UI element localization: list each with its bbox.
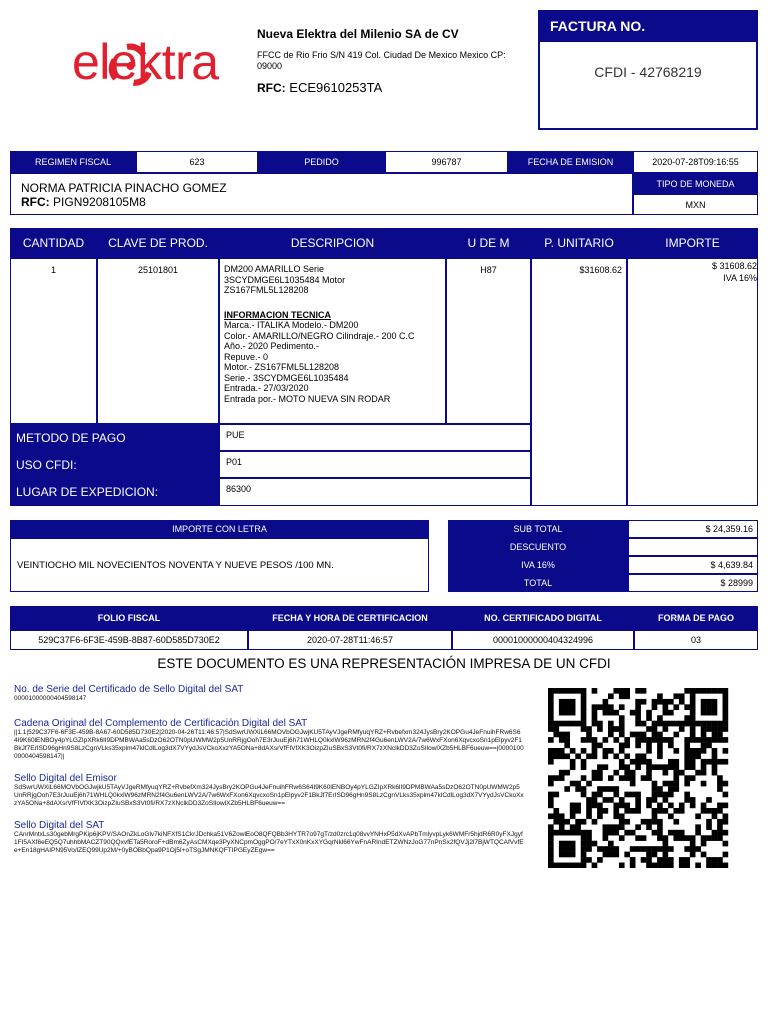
fecha-cert-label: FECHA Y HORA DE CERTIFICACION: [248, 606, 452, 630]
descuento-label: DESCUENTO: [448, 538, 628, 556]
col-unitario: P. UNITARIO: [544, 236, 614, 250]
regimen-label: REGIMEN FISCAL: [10, 151, 136, 173]
tech-info-title: INFORMACION TECNICA: [224, 309, 331, 320]
descuento-value: [628, 538, 758, 556]
col-cantidad: CANTIDAD: [22, 236, 85, 250]
folio-label: FOLIO FISCAL: [10, 606, 248, 630]
tech-line: Marca.- ITALIKA Modelo.- DM200: [224, 320, 359, 330]
sat-title: Sello Digital del SAT: [14, 820, 105, 831]
elektra-wordmark: elektra: [72, 34, 219, 90]
cfdi-banner: ESTE DOCUMENTO ES UNA REPRESENTACIÓN IMPRESA DE UN CFDI: [157, 656, 611, 671]
importe-value: $ 31608.62: [711, 261, 757, 271]
company-rfc: [257, 80, 382, 95]
col-importe: IMPORTE: [665, 236, 720, 250]
client-rfc: [21, 195, 146, 209]
tech-line: Entrada por.- MOTO NUEVA SIN RODAR: [224, 393, 391, 404]
regimen-value: 623: [136, 151, 258, 173]
cadena-title: Cadena Original del Complemento de Certificación Digital del SAT: [14, 718, 308, 729]
subtotal-label: SUB TOTAL: [448, 520, 628, 538]
rfc-value: ECE9610253TA: [289, 80, 383, 95]
cantidad-cell: 1: [10, 258, 97, 424]
nocert-label: NO. CERTIFICADO DIGITAL: [452, 606, 634, 630]
nocert-value: 00001000000404324996: [452, 630, 634, 650]
cfdi-label: CFDI -: [594, 64, 636, 80]
tech-line: Motor.- ZS167FML5L128208: [224, 362, 340, 372]
uso-value: P01: [219, 451, 531, 478]
col-udm: U DE M: [467, 236, 510, 250]
forma-value: 03: [634, 630, 758, 650]
sat-value: CAnrMntxLs30gebMrgPKip6jKPV/SAOnZkLoGlv7kiNFXfS1CkrJDchka51V6ZowlEoO8QFQBb3HYTR7o97gT/zd0zrc1q08vvYNHxP5dXvAPbTmlyvpLyk6WMFr5hjdR6R0yFXJgyf1FI5AXf6eEQ5Q7uhhbMACZT90QQxvfETa5RoroF+dBm6ZyAsCMXqe3PyXNCpmOggPO/7eYTxX0nKxXYGqrNkl66YwFnARIndETZWNzJoG77nPnSx2fQVJj2l7BjWTQCAfVvfEe+En18gHAIPN95Vo/lZEQ99Up2M/+0yBOBbQpa9P1Oj5I+oTSgJMNKQFTIPGEyZEgw==: [14, 831, 524, 854]
rfc-label: RFC:: [257, 81, 286, 95]
cfdi-value: 42768219: [639, 64, 702, 80]
importe-cell: [627, 258, 758, 506]
serie-value: 00001000000404598147: [14, 695, 87, 702]
metodo-label: METODO DE PAGO: [10, 424, 219, 451]
tech-line: Año.- 2020 Pedimento.-: [224, 341, 320, 351]
pedido-value: 996787: [385, 151, 508, 173]
qr-code-icon: [538, 688, 738, 868]
emisor-title: Sello Digital del Emisor: [14, 773, 117, 784]
importe-iva: IVA 16%: [723, 273, 757, 283]
pedido-label: PEDIDO: [258, 151, 385, 173]
letra-label: IMPORTE CON LETRA: [10, 520, 429, 538]
desc-line: 3SCYDMGE6L1035484 Motor: [224, 274, 346, 285]
emisor-value: SdSwrUWXiL66MOVbOGJwjkU5TAyVJgeRMfyuqYRZ+RvbefXm324JysBry2KOPGu4JeFnuihFRw6S64I9K60lENBOy4pYLGZIpXRk6lI9DPMBWAa5sDzO62OTN0pUWMW2p5UnRRjgOoh7E3rJuuEj6h71WHLQ0kxlW96zMRN2f4Gu6enLWV2A/7w6WxFXon6XqvcxoSn1pElpyv2F1BkJf7ErISD96gHn9S8LzCgnVLks35xplm47klCdlLog3dX7VYydJsVCkoXxzYA5ONa+8dAXsrVfFIVfXK3OizpZIuSBxS3Vt0fi/RX7zXNclkDD3ZoSIlowlXZb5HLBF6ueuw==: [14, 784, 524, 807]
sat-info: [14, 684, 524, 855]
tech-line: Color.- AMARILLO/NEGRO Cilindraje.- 200 C.C: [224, 330, 415, 341]
iva-label: IVA 16%: [448, 556, 628, 574]
letra-value: VEINTIOCHO MIL NOVECIENTOS NOVENTA Y NUEVE PESOS /100 MN.: [10, 538, 429, 592]
iva-value: $ 4,639.84: [628, 556, 758, 574]
subtotal-value: $ 24,359.16: [628, 520, 758, 538]
factura-title: FACTURA NO.: [540, 12, 756, 42]
fecha-emision-value: 2020-07-28T09:16:55: [633, 151, 758, 173]
desc-line: DM200 AMARILLO Serie: [224, 264, 325, 274]
metodo-value: PUE: [219, 424, 531, 451]
desc-line: ZS167FML5L128208: [224, 285, 309, 295]
client-rfc-value: PIGN9208105M8: [53, 195, 146, 209]
serie-title: No. de Serie del Certificado de Sello Digital del SAT: [14, 684, 244, 695]
client-rfc-label: RFC:: [21, 195, 50, 209]
tech-line: Repuve.- 0: [224, 351, 269, 362]
cfdi-number: [540, 64, 756, 80]
factura-box: [538, 10, 758, 130]
descripcion-cell: [219, 258, 446, 424]
moneda-label: TIPO DE MONEDA: [633, 173, 758, 194]
clave-cell: 25101801: [97, 258, 219, 424]
lugar-label: LUGAR DE EXPEDICION:: [10, 478, 219, 506]
tech-line: Serie.- 3SCYDMGE6L1035484: [224, 372, 349, 383]
client-name: NORMA PATRICIA PINACHO GOMEZ: [21, 181, 227, 195]
forma-label: FORMA DE PAGO: [634, 606, 758, 630]
col-clave: CLAVE DE PROD.: [108, 236, 208, 250]
folio-value: 529C37F6-6F3E-459B-8B87-60D585D730E2: [10, 630, 248, 650]
total-label: TOTAL: [448, 574, 628, 592]
udm-cell: H87: [446, 258, 531, 424]
unitario-cell: $31608.62: [531, 258, 627, 506]
lugar-value: 86300: [219, 478, 531, 506]
fecha-cert-value: 2020-07-28T11:46:57: [248, 630, 452, 650]
cadena-value: ||1.1|529C37F6-6F3E-459B-8A67-60D585D730E2|2020-04-26T11:46:57|SdSwrUWXiL66MOVbOGJwjKU5TAyVJgeRMfyuqYRZ+Rvbefxm324JysBry2KOPGu4JeFnuihFRw6S64I9K60lENBOy4pYLGZIpXRk6lI9DPMBWAa5sDzO62OTN0pUWMW2p5UnRRjgOoh7E3rJuuEj6h71WHLQ0kxlW96zMRN2f4Gu6enLWV2A/7w6WxFXon6XqvcxoSn1pElpyv2F1BkJf7ErISD96gHn9S8LzCgnVLks35xplm47klCdlLog3dX7VYydJsVCkoXxzYA5ONa+8dAXsrVfFIVfXK3OizpZIuSBxS3Vt0fi/RX7zXNclkDD3ZoSIlowlXZb5HLBF6ueuw==|00001000000404598147||: [14, 729, 524, 760]
client-box: [10, 173, 633, 215]
company-name: Nueva Elektra del Milenio SA de CV: [257, 27, 459, 41]
tech-line: Entrada.- 27/03/2020: [224, 383, 309, 393]
total-value: $ 28999: [628, 574, 758, 592]
col-descripcion: DESCRIPCION: [290, 236, 375, 250]
company-address: FFCC de Rio Frio S/N 419 Col. Ciudad De Mexico Mexico CP: 09000: [257, 50, 506, 71]
fecha-emision-label: FECHA DE EMISION: [508, 151, 633, 173]
uso-label: USO CFDI:: [10, 451, 219, 478]
moneda-value: MXN: [633, 194, 758, 215]
